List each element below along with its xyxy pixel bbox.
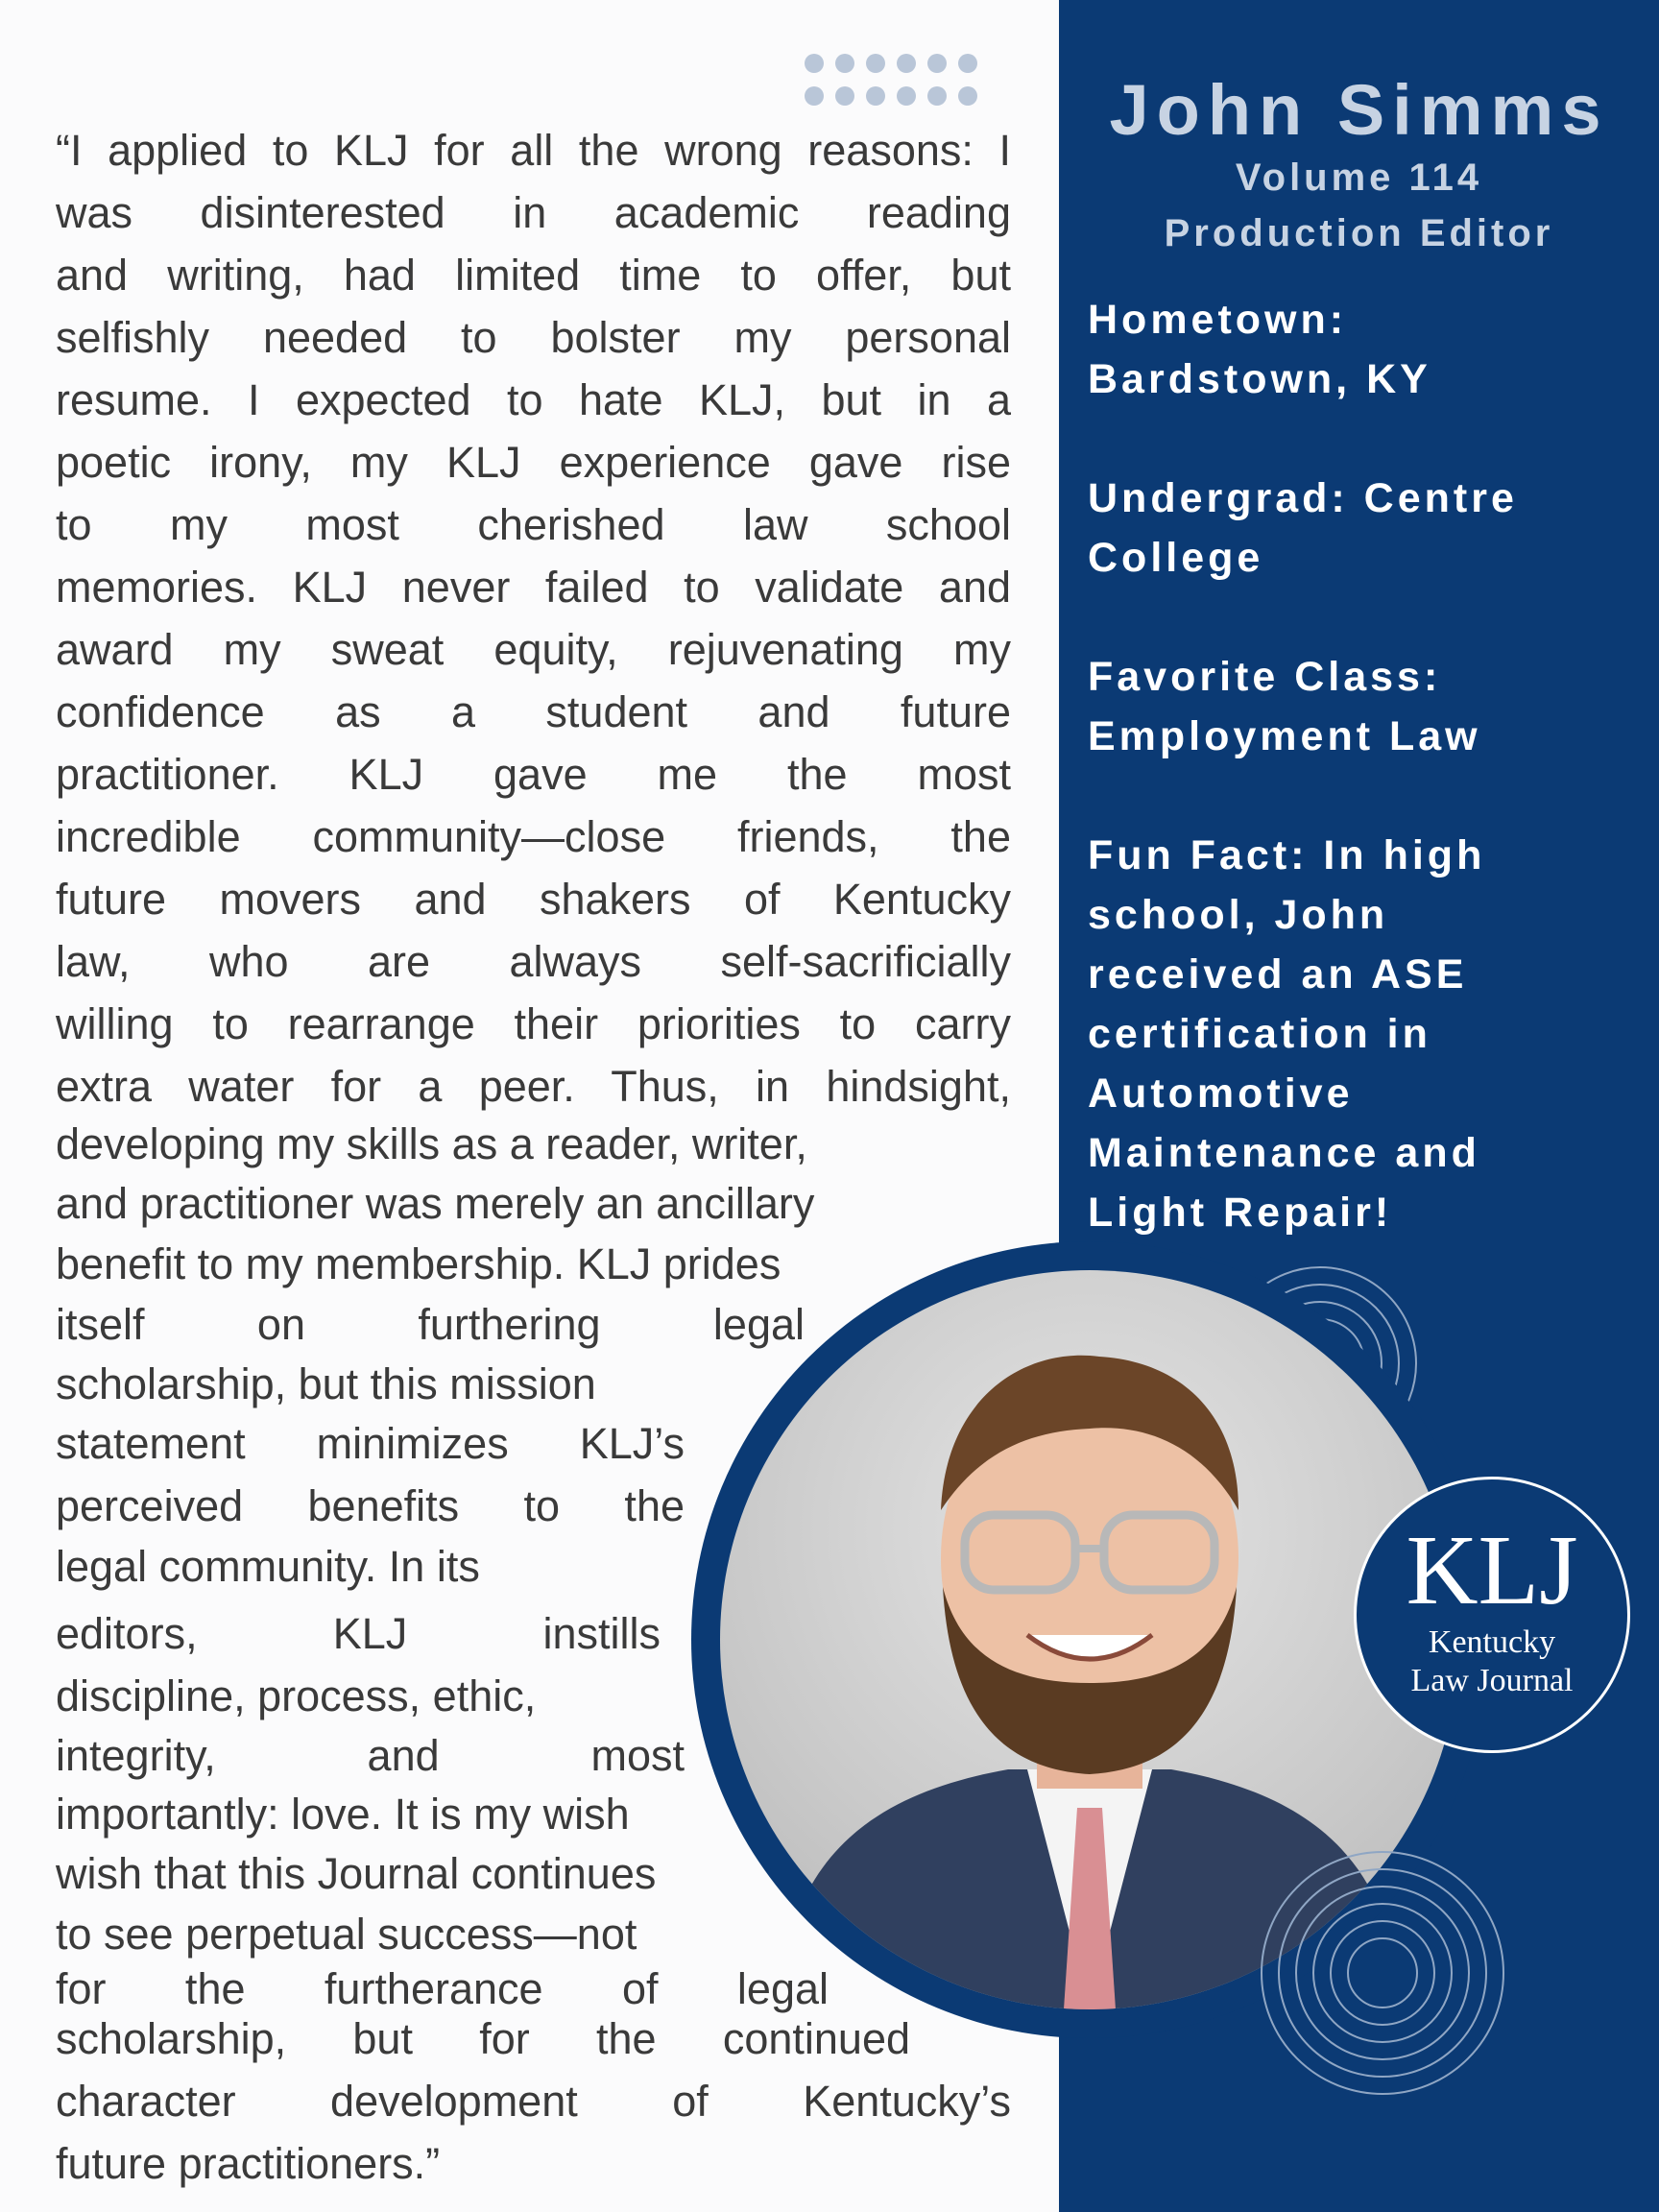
quote-line: editors, KLJ instills [56,1609,661,1658]
logo-line-kentucky: Kentucky [1428,1624,1556,1660]
fact-undergrad [1088,469,1625,588]
quote-line: law, who are always self-sacrificially [56,937,1011,986]
quote-line: to see perpetual success—not [56,1910,637,1959]
quote-line: future practitioners.” [56,2139,441,2188]
profile-name: John Simms [1109,70,1609,150]
quote-line: poetic irony, my KLJ experience gave rise [56,438,1011,487]
profile-role: Production Editor [1164,212,1554,254]
quote-line: statement minimizes KLJ’s [56,1419,685,1468]
quote-line: perceived benefits to the [56,1481,685,1530]
fact-line: Employment Law [1088,713,1481,759]
quote-line: incredible community—close friends, the [56,812,1011,861]
quote-line: award my sweat equity, rejuvenating my [56,625,1011,674]
quote-line: itself on furthering legal [56,1300,805,1349]
fact-line: Hometown: [1088,297,1348,343]
fact-line: Bardstown, KY [1088,356,1431,402]
fact-line: Light Repair! [1088,1190,1393,1236]
fact-fun-fact [1088,826,1625,1242]
logo-mark: KLJ [1406,1515,1578,1625]
fact-line: College [1088,535,1264,581]
decorative-rings-icon [1258,1848,1507,2098]
quote-line: resume. I expected to hate KLJ, but in a [56,375,1011,424]
quote-line: scholarship, but this mission [56,1359,596,1408]
quote-line: practitioner. KLJ gave me the most [56,750,1011,799]
fact-line: Undergrad: Centre [1088,475,1518,521]
quote-line: and writing, had limited time to offer, but [56,251,1011,300]
fact-line: certification in [1088,1011,1431,1057]
quote-line: discipline, process, ethic, [56,1671,537,1720]
quote-line: and practitioner was merely an ancillary [56,1179,815,1228]
quote-line: developing my skills as a reader, writer, [56,1119,807,1168]
quote-line: for the furtherance of legal [56,1964,829,2013]
fact-line: school, John [1088,892,1389,938]
quote-line: “I applied to KLJ for all the wrong reasons: I [56,126,1011,175]
fact-hometown [1088,290,1625,409]
quote-line: was disinterested in academic reading [56,188,1011,237]
quote-line: selfishly needed to bolster my personal [56,313,1011,362]
klj-logo [1354,1477,1630,1753]
quote-line: willing to rearrange their priorities to carry [56,999,1011,1048]
fact-line: Automotive [1088,1070,1354,1117]
quote-line: importantly: love. It is my wish [56,1790,630,1839]
quote-line: integrity, and most [56,1731,685,1780]
fact-line: Favorite Class: [1088,654,1442,700]
quote-line: benefit to my membership. KLJ prides [56,1239,781,1288]
fact-line: Fun Fact: In high [1088,832,1486,878]
quote-line: character development of Kentucky’s [56,2077,1011,2126]
quote-line: scholarship, but for the continued [56,2014,910,2063]
quote-line: to my most cherished law school [56,500,1011,549]
quote-line: confidence as a student and future [56,687,1011,736]
fact-line: received an ASE [1088,951,1468,998]
quote-line: legal community. In its [56,1542,480,1591]
fact-line: Maintenance and [1088,1130,1480,1176]
quote-line: future movers and shakers of Kentucky [56,875,1011,924]
profile-volume: Volume 114 [1235,156,1483,199]
decorative-dots [805,54,977,111]
logo-line-law-journal: Law Journal [1410,1663,1574,1698]
quote-line: memories. KLJ never failed to validate and [56,563,1011,612]
fact-favorite-class [1088,647,1625,766]
quote-line: wish that this Journal continues [56,1849,657,1898]
quote-line: extra water for a peer. Thus, in hindsight, [56,1062,1011,1111]
